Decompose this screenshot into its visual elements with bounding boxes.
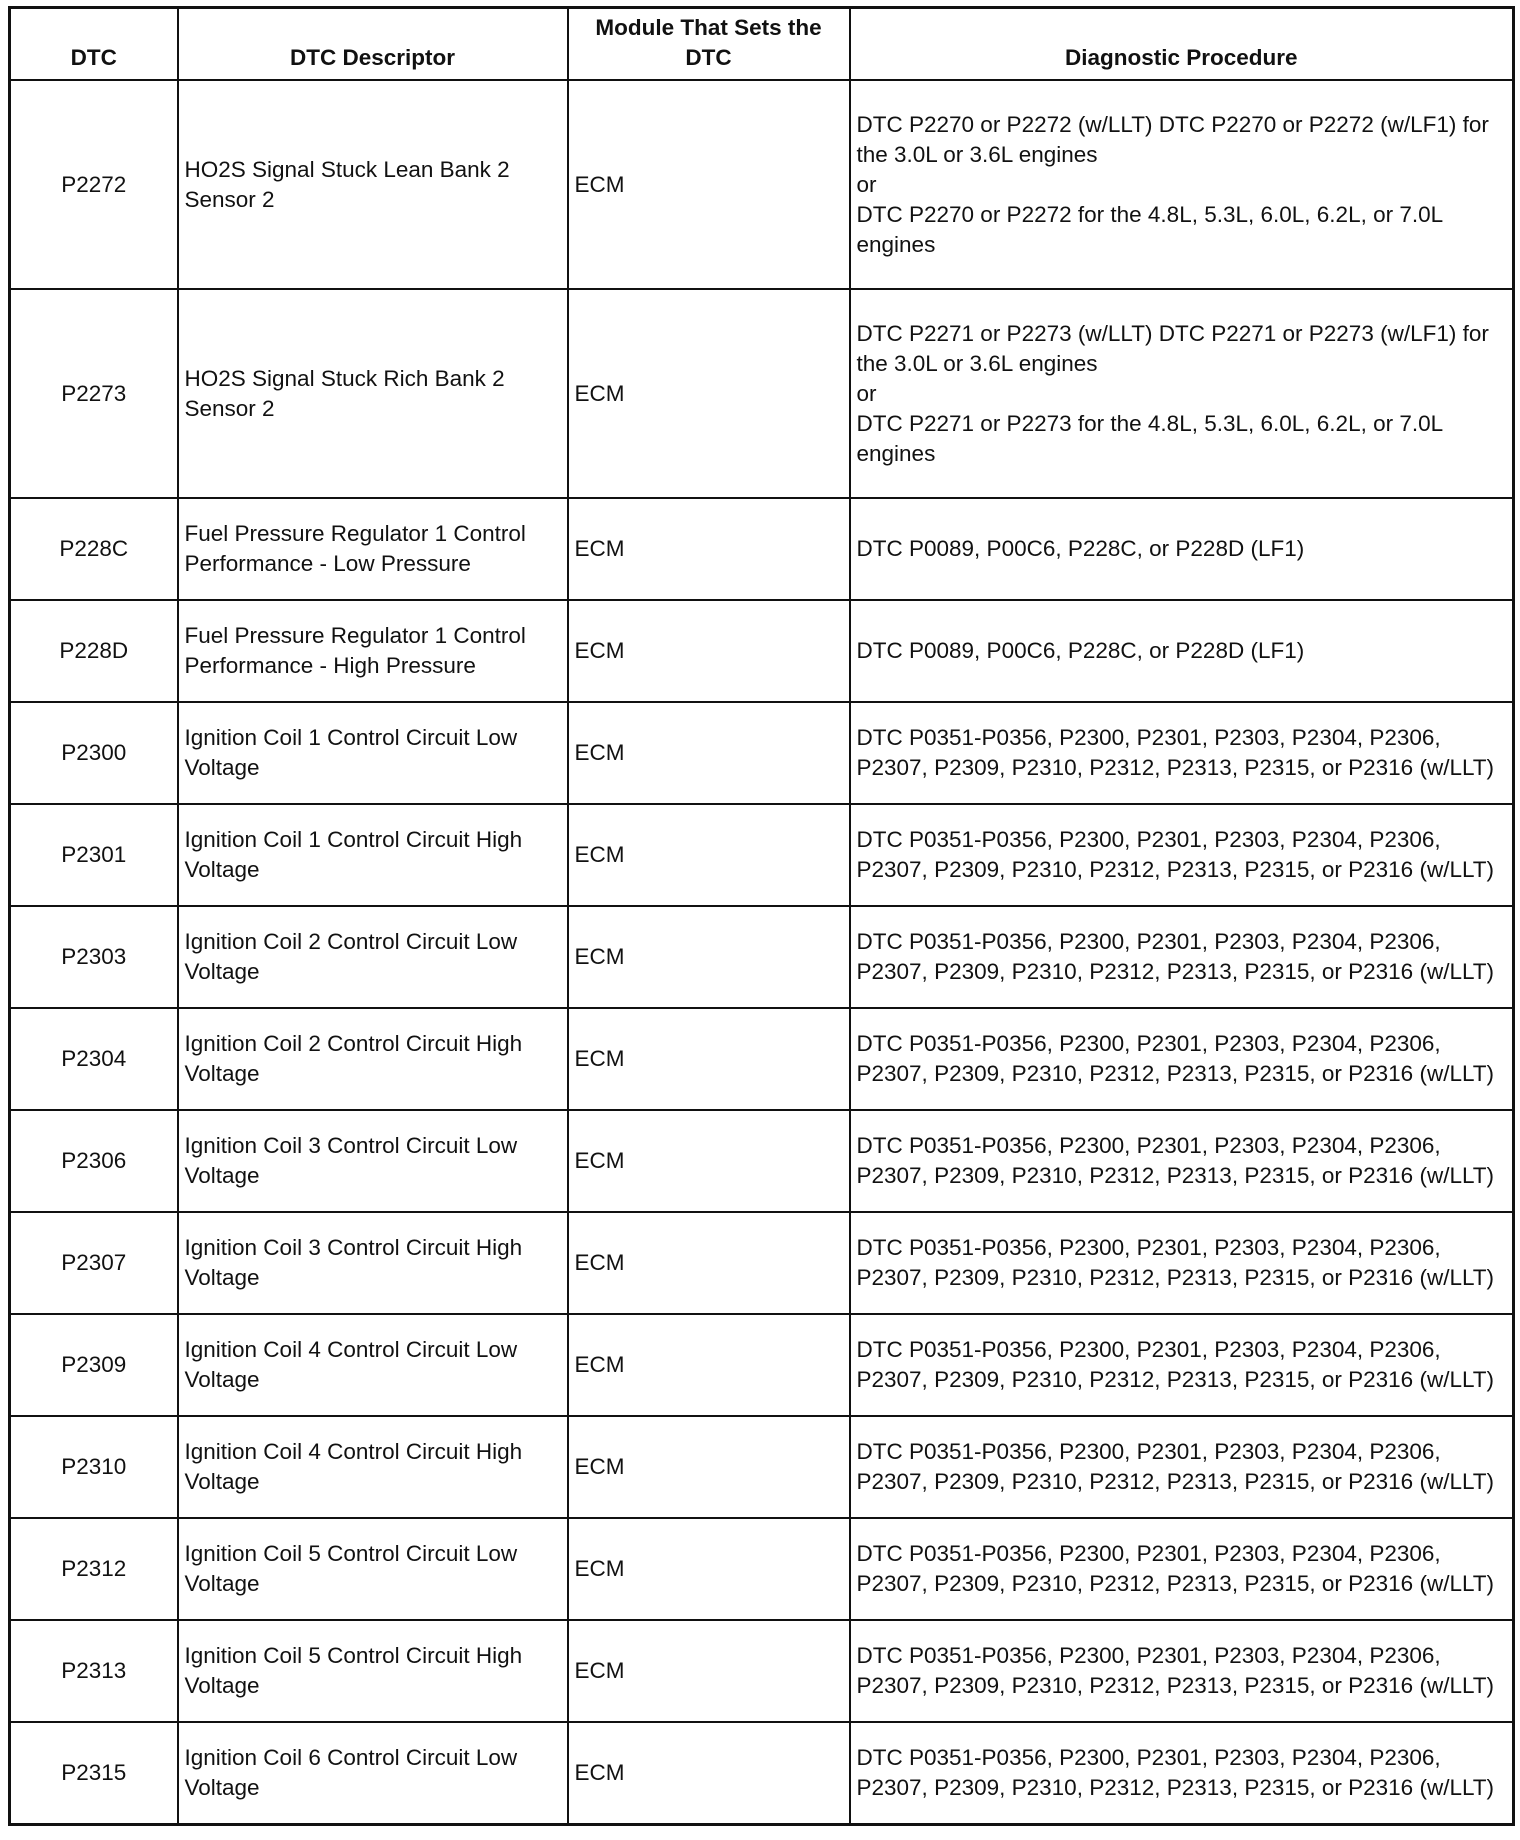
header-descriptor: DTC Descriptor — [178, 8, 568, 81]
table-row — [10, 498, 1514, 600]
cell-dtc: P2310 — [10, 1416, 178, 1518]
table-header-row — [10, 8, 1514, 81]
cell-descriptor: Ignition Coil 5 Control Circuit Low Voltage — [178, 1518, 568, 1620]
header-procedure: Diagnostic Procedure — [850, 8, 1514, 81]
cell-procedure: DTC P0089, P00C6, P228C, or P228D (LF1) — [850, 498, 1514, 600]
cell-dtc: P2304 — [10, 1008, 178, 1110]
cell-dtc: P2273 — [10, 289, 178, 498]
cell-descriptor: Ignition Coil 3 Control Circuit High Voltage — [178, 1212, 568, 1314]
cell-descriptor: Ignition Coil 3 Control Circuit Low Voltage — [178, 1110, 568, 1212]
cell-descriptor: Ignition Coil 1 Control Circuit Low Voltage — [178, 702, 568, 804]
cell-descriptor: Ignition Coil 2 Control Circuit Low Voltage — [178, 906, 568, 1008]
cell-procedure: DTC P0351-P0356, P2300, P2301, P2303, P2304, P2306, P2307, P2309, P2310, P2312, P2313, P2315, or P2316 (w/LLT) — [850, 1314, 1514, 1416]
cell-dtc: P2303 — [10, 906, 178, 1008]
cell-descriptor: Ignition Coil 4 Control Circuit High Voltage — [178, 1416, 568, 1518]
cell-procedure: DTC P0351-P0356, P2300, P2301, P2303, P2304, P2306, P2307, P2309, P2310, P2312, P2313, P2315, or P2316 (w/LLT) — [850, 1620, 1514, 1722]
table-row — [10, 1722, 1514, 1825]
cell-dtc: P228D — [10, 600, 178, 702]
cell-module: ECM — [568, 1722, 850, 1825]
table-row — [10, 600, 1514, 702]
cell-module: ECM — [568, 1008, 850, 1110]
cell-procedure — [850, 80, 1514, 289]
cell-procedure: DTC P0351-P0356, P2300, P2301, P2303, P2304, P2306, P2307, P2309, P2310, P2312, P2313, P2315, or P2316 (w/LLT) — [850, 1212, 1514, 1314]
cell-module: ECM — [568, 1212, 850, 1314]
table-row — [10, 1620, 1514, 1722]
procedure-or: or — [856, 171, 877, 197]
table-row — [10, 289, 1514, 498]
cell-dtc: P228C — [10, 498, 178, 600]
cell-dtc: P2272 — [10, 80, 178, 289]
cell-descriptor: HO2S Signal Stuck Rich Bank 2 Sensor 2 — [178, 289, 568, 498]
cell-procedure: DTC P0351-P0356, P2300, P2301, P2303, P2304, P2306, P2307, P2309, P2310, P2312, P2313, P2315, or P2316 (w/LLT) — [850, 1416, 1514, 1518]
cell-procedure: DTC P0351-P0356, P2300, P2301, P2303, P2304, P2306, P2307, P2309, P2310, P2312, P2313, P2315, or P2316 (w/LLT) — [850, 906, 1514, 1008]
cell-procedure: DTC P0351-P0356, P2300, P2301, P2303, P2304, P2306, P2307, P2309, P2310, P2312, P2313, P2315, or P2316 (w/LLT) — [850, 804, 1514, 906]
procedure-or: or — [856, 380, 877, 406]
cell-dtc: P2315 — [10, 1722, 178, 1825]
cell-descriptor: Ignition Coil 1 Control Circuit High Voltage — [178, 804, 568, 906]
table-row — [10, 804, 1514, 906]
cell-procedure: DTC P0351-P0356, P2300, P2301, P2303, P2304, P2306, P2307, P2309, P2310, P2312, P2313, P2315, or P2316 (w/LLT) — [850, 1008, 1514, 1110]
table-row — [10, 1314, 1514, 1416]
table-row — [10, 1008, 1514, 1110]
cell-dtc: P2300 — [10, 702, 178, 804]
cell-descriptor: Ignition Coil 6 Control Circuit Low Voltage — [178, 1722, 568, 1825]
table-row — [10, 702, 1514, 804]
cell-procedure: DTC P0351-P0356, P2300, P2301, P2303, P2304, P2306, P2307, P2309, P2310, P2312, P2313, P2315, or P2316 (w/LLT) — [850, 1722, 1514, 1825]
cell-procedure: DTC P0351-P0356, P2300, P2301, P2303, P2304, P2306, P2307, P2309, P2310, P2312, P2313, P2315, or P2316 (w/LLT) — [850, 1518, 1514, 1620]
procedure-text: DTC P2271 or P2273 (w/LLT) DTC P2271 or P2273 (w/LF1) for the 3.0L or 3.6L engines — [856, 320, 1489, 376]
cell-descriptor: Ignition Coil 5 Control Circuit High Voltage — [178, 1620, 568, 1722]
cell-dtc: P2307 — [10, 1212, 178, 1314]
cell-descriptor: Fuel Pressure Regulator 1 Control Performance - Low Pressure — [178, 498, 568, 600]
table-row — [10, 906, 1514, 1008]
cell-module: ECM — [568, 80, 850, 289]
cell-dtc: P2301 — [10, 804, 178, 906]
cell-module: ECM — [568, 804, 850, 906]
header-module: Module That Sets the DTC — [568, 8, 850, 81]
cell-procedure: DTC P0089, P00C6, P228C, or P228D (LF1) — [850, 600, 1514, 702]
cell-dtc: P2309 — [10, 1314, 178, 1416]
cell-module: ECM — [568, 1620, 850, 1722]
table-row — [10, 1212, 1514, 1314]
procedure-text: DTC P2270 or P2272 (w/LLT) DTC P2270 or P2272 (w/LF1) for the 3.0L or 3.6L engines — [856, 111, 1489, 167]
table-row — [10, 80, 1514, 289]
header-dtc: DTC — [10, 8, 178, 81]
cell-dtc: P2312 — [10, 1518, 178, 1620]
procedure-text: DTC P2271 or P2273 for the 4.8L, 5.3L, 6.0L, 6.2L, or 7.0L engines — [856, 410, 1443, 466]
cell-procedure: DTC P0351-P0356, P2300, P2301, P2303, P2304, P2306, P2307, P2309, P2310, P2312, P2313, P2315, or P2316 (w/LLT) — [850, 1110, 1514, 1212]
cell-descriptor: Ignition Coil 4 Control Circuit Low Voltage — [178, 1314, 568, 1416]
table-row — [10, 1110, 1514, 1212]
cell-module: ECM — [568, 1314, 850, 1416]
cell-procedure — [850, 289, 1514, 498]
cell-module: ECM — [568, 906, 850, 1008]
cell-descriptor: Fuel Pressure Regulator 1 Control Performance - High Pressure — [178, 600, 568, 702]
cell-module: ECM — [568, 1416, 850, 1518]
dtc-table — [8, 6, 1515, 1826]
cell-module: ECM — [568, 498, 850, 600]
cell-dtc: P2306 — [10, 1110, 178, 1212]
cell-module: ECM — [568, 1518, 850, 1620]
cell-descriptor: HO2S Signal Stuck Lean Bank 2 Sensor 2 — [178, 80, 568, 289]
cell-module: ECM — [568, 289, 850, 498]
cell-descriptor: Ignition Coil 2 Control Circuit High Voltage — [178, 1008, 568, 1110]
cell-module: ECM — [568, 1110, 850, 1212]
procedure-text: DTC P2270 or P2272 for the 4.8L, 5.3L, 6.0L, 6.2L, or 7.0L engines — [856, 201, 1443, 257]
table-row — [10, 1518, 1514, 1620]
cell-procedure: DTC P0351-P0356, P2300, P2301, P2303, P2304, P2306, P2307, P2309, P2310, P2312, P2313, P2315, or P2316 (w/LLT) — [850, 702, 1514, 804]
cell-dtc: P2313 — [10, 1620, 178, 1722]
cell-module: ECM — [568, 600, 850, 702]
cell-module: ECM — [568, 702, 850, 804]
table-row — [10, 1416, 1514, 1518]
